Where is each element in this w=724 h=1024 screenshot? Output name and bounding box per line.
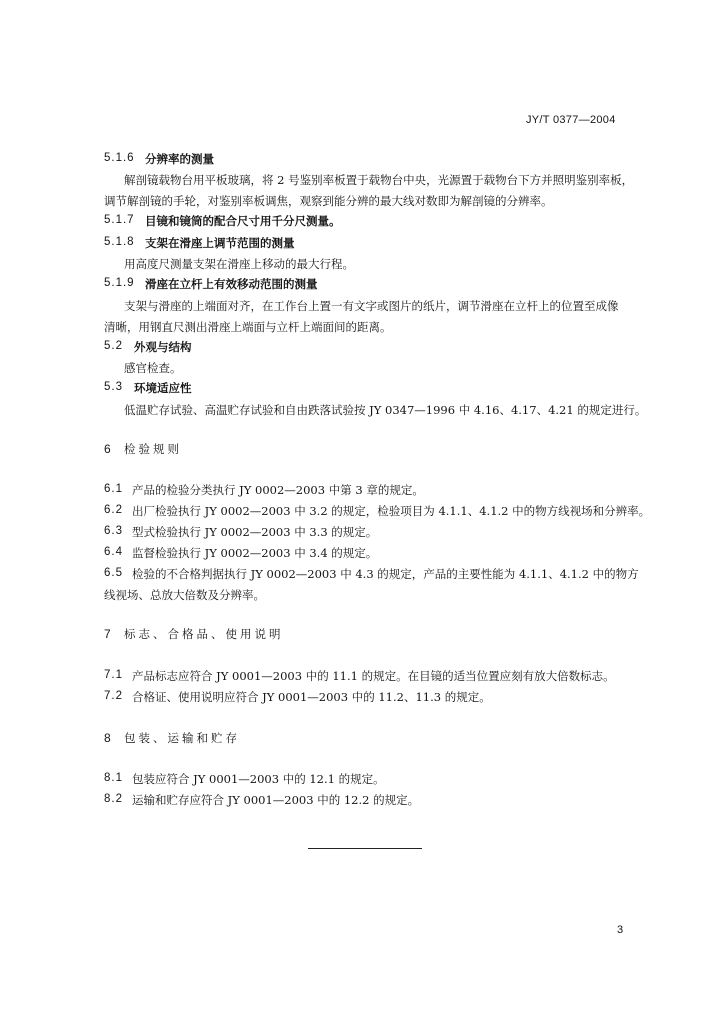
section-number: 8 — [104, 731, 111, 745]
clause-heading: 分辨率的测量 — [145, 152, 214, 166]
clause-text: 监督检验执行 JY 0002—2003 中 3.4 的规定。 — [132, 546, 378, 560]
clause-text: 包装应符合 JY 0001—2003 中的 12.1 的规定。 — [132, 772, 385, 786]
page-number: 3 — [617, 924, 624, 936]
paragraph-line: 用高度尺测量支架在滑座上移动的最大行程。 — [124, 257, 354, 271]
paragraph-line: 支架与滑座的上端面对齐，在工作台上置一有文字或图片的纸片，调节滑座在立杆上的位置至成像 — [124, 299, 619, 313]
paragraph-line: 清晰，用钢直尺测出滑座上端面与立杆上端面间的距离。 — [104, 320, 392, 334]
clause-number: 5.1.7 — [104, 214, 135, 226]
clause-heading: 外观与结构 — [134, 340, 192, 354]
clause-number: 8.1 — [104, 772, 123, 784]
clause-number: 5.3 — [104, 381, 123, 393]
clause-heading: 支架在滑座上调节范围的测量 — [145, 236, 295, 250]
paragraph-line: 调节解剖镜的手轮，对鉴别率板调焦，观察到能分辨的最大线对数即为解剖镜的分辨率。 — [104, 194, 553, 208]
clause-text: 合格证、使用说明应符合 JY 0001—2003 中的 11.2、11.3 的规定。 — [132, 690, 491, 704]
clause-text: 运输和贮存应符合 JY 0001—2003 中的 12.2 的规定。 — [132, 793, 420, 807]
section-number: 6 — [104, 442, 111, 456]
clause-text: 出厂检验执行 JY 0002—2003 中 3.2 的规定，检验项目为 4.1.1、4.1.2 中的物方线视场和分辨率。 — [132, 504, 651, 518]
clause-text: 检验的不合格判据执行 JY 0002—2003 中 4.3 的规定，产品的主要性能为 4.1.1、4.1.2 中的物方 — [132, 567, 639, 581]
section-heading: 检验规则 — [124, 442, 182, 456]
section-heading: 包装、运输和贮存 — [124, 731, 240, 745]
clause-number: 5.1.6 — [104, 152, 135, 164]
end-rule — [308, 848, 422, 849]
clause-text: 型式检验执行 JY 0002—2003 中 3.3 的规定。 — [132, 525, 378, 539]
clause-number: 5.1.9 — [104, 277, 135, 289]
clause-text: 产品的检验分类执行 JY 0002—2003 中第 3 章的规定。 — [132, 483, 424, 497]
document-code: JY/T 0377—2004 — [526, 114, 616, 126]
paragraph-line: 感官检查。 — [124, 361, 182, 375]
clause-number: 7.1 — [104, 669, 123, 681]
clause-heading: 滑座在立杆上有效移动范围的测量 — [145, 277, 318, 291]
clause-number: 6.4 — [104, 546, 123, 558]
clause-number: 6.1 — [104, 483, 123, 495]
clause-heading: 目镜和镜筒的配合尺寸用千分尺测量。 — [145, 214, 341, 228]
clause-number: 7.2 — [104, 690, 123, 702]
clause-number: 6.2 — [104, 504, 123, 516]
paragraph-line: 解剖镜载物台用平板玻璃，将 2 号鉴别率板置于载物台中央，光源置于载物台下方并照明鉴别率板， — [124, 173, 634, 187]
clause-number: 5.1.8 — [104, 236, 135, 248]
clause-heading: 环境适应性 — [134, 381, 192, 395]
section-number: 7 — [104, 627, 111, 641]
section-heading: 标志、合格品、使用说明 — [124, 627, 284, 641]
paragraph-line: 低温贮存试验、高温贮存试验和自由跌落试验按 JY 0347—1996 中 4.16、4.17、4.21 的规定进行。 — [124, 403, 647, 417]
clause-text: 产品标志应符合 JY 0001—2003 中的 11.1 的规定。在目镜的适当位置应刻有放大倍数标志。 — [132, 669, 615, 683]
clause-number: 6.3 — [104, 525, 123, 537]
clause-number: 8.2 — [104, 793, 123, 805]
clause-text-continued: 线视场、总放大倍数及分辨率。 — [104, 588, 265, 602]
clause-number: 6.5 — [104, 567, 123, 579]
clause-number: 5.2 — [104, 340, 123, 352]
